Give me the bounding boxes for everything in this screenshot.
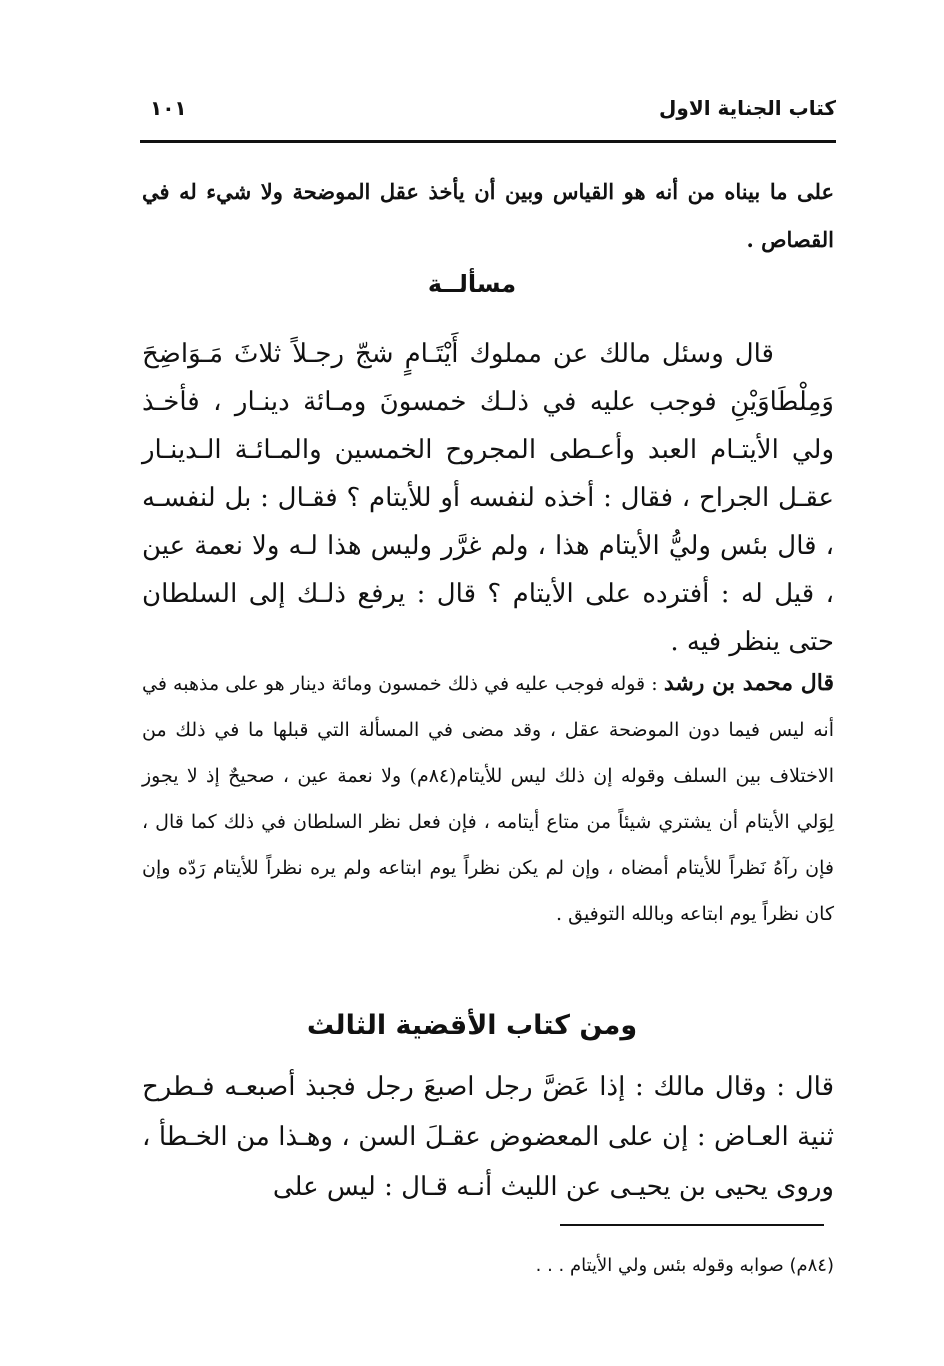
commentary-text: : قوله فوجب عليه في ذلك خمسون ومائة دينار هو على مذهبه في أنه ليس فيما دون الموضحة عقل ، وقد مضى في المسألة التي قبلها ما في ذلك من الاختلاف بين السلف وقوله إن ذلك ليس للأيتام(٨٤م) ولا نعمة عين ، صحيحٌ إذ لا يجوز لِوَلي الأيتام أن يشتري شيئاً من متاع أيتامه ، فإن فعل نظر السلطان في ذلك كما قال ، فإن رآهُ نَظراً للأيتام أمضاه ، وإن لم يكن نظراً يوم ابتاعه ولم يره نظراً للأيتام رَدّه وإن كان نظراً يوم ابتاعه وبالله التوفيق .	[142, 673, 835, 925]
header-rule	[140, 140, 836, 143]
commentary-speaker: قال محمد بن رشد	[663, 670, 834, 696]
page-number: ١٠١	[150, 96, 187, 120]
main-paragraph-text: قال وسئل مالك عن مملوك أَيْتَـامٍ شجّ رجـلاً ثلاثَ مَـوَاضِحَ وَمِلْطَاوَيْنِ فوجب عليه في ذلـك خمسونَ ومـائة دينـار ، فأخـذ ولي الأيتـام العبد وأعـطى المجروح الخمسين والمـائـة الـدينـار عقـل الجراح ، فقال : أخذه لنفسه أو للأيتام ؟ فقـال : بل لنفسـه ، قال بئس وليُّ الأيتام هذا ، ولم غرَّر وليس هذا لـه ولا نعمة عين ، قيل له : أفترده على الأيتام ؟ قال : يرفع ذلـك إلى السلطان حتى ينظر فيه .	[142, 339, 835, 657]
footnote-rule	[560, 1224, 824, 1226]
section2-heading: ومن كتاب الأقضية الثالث	[306, 1010, 638, 1041]
section-heading: مسألــة	[427, 270, 517, 298]
intro-paragraph: على ما بيناه من أنه هو القياس وبين أن يأخذ عقل الموضحة ولا شيء له في القصاص .	[142, 179, 834, 252]
commentary-paragraph	[142, 660, 834, 937]
footnote: (٨٤م) صوابه وقوله بئس ولي الأيتام . . .	[535, 1255, 834, 1276]
main-paragraph	[142, 330, 834, 666]
running-header-title: كتاب الجناية الاول	[659, 96, 836, 120]
section2-paragraph: قال : وقال مالك : إذا عَضَّ رجل اصبعَ رجل فجبذ أصبعـه فـطرح ثنية العـاض : إن على المعضوض عقـلَ السن ، وهـذا من الخـطأ ، وروى يحيى بن يحيـى عن الليث أنـه قـال : ليس على	[142, 1072, 834, 1202]
